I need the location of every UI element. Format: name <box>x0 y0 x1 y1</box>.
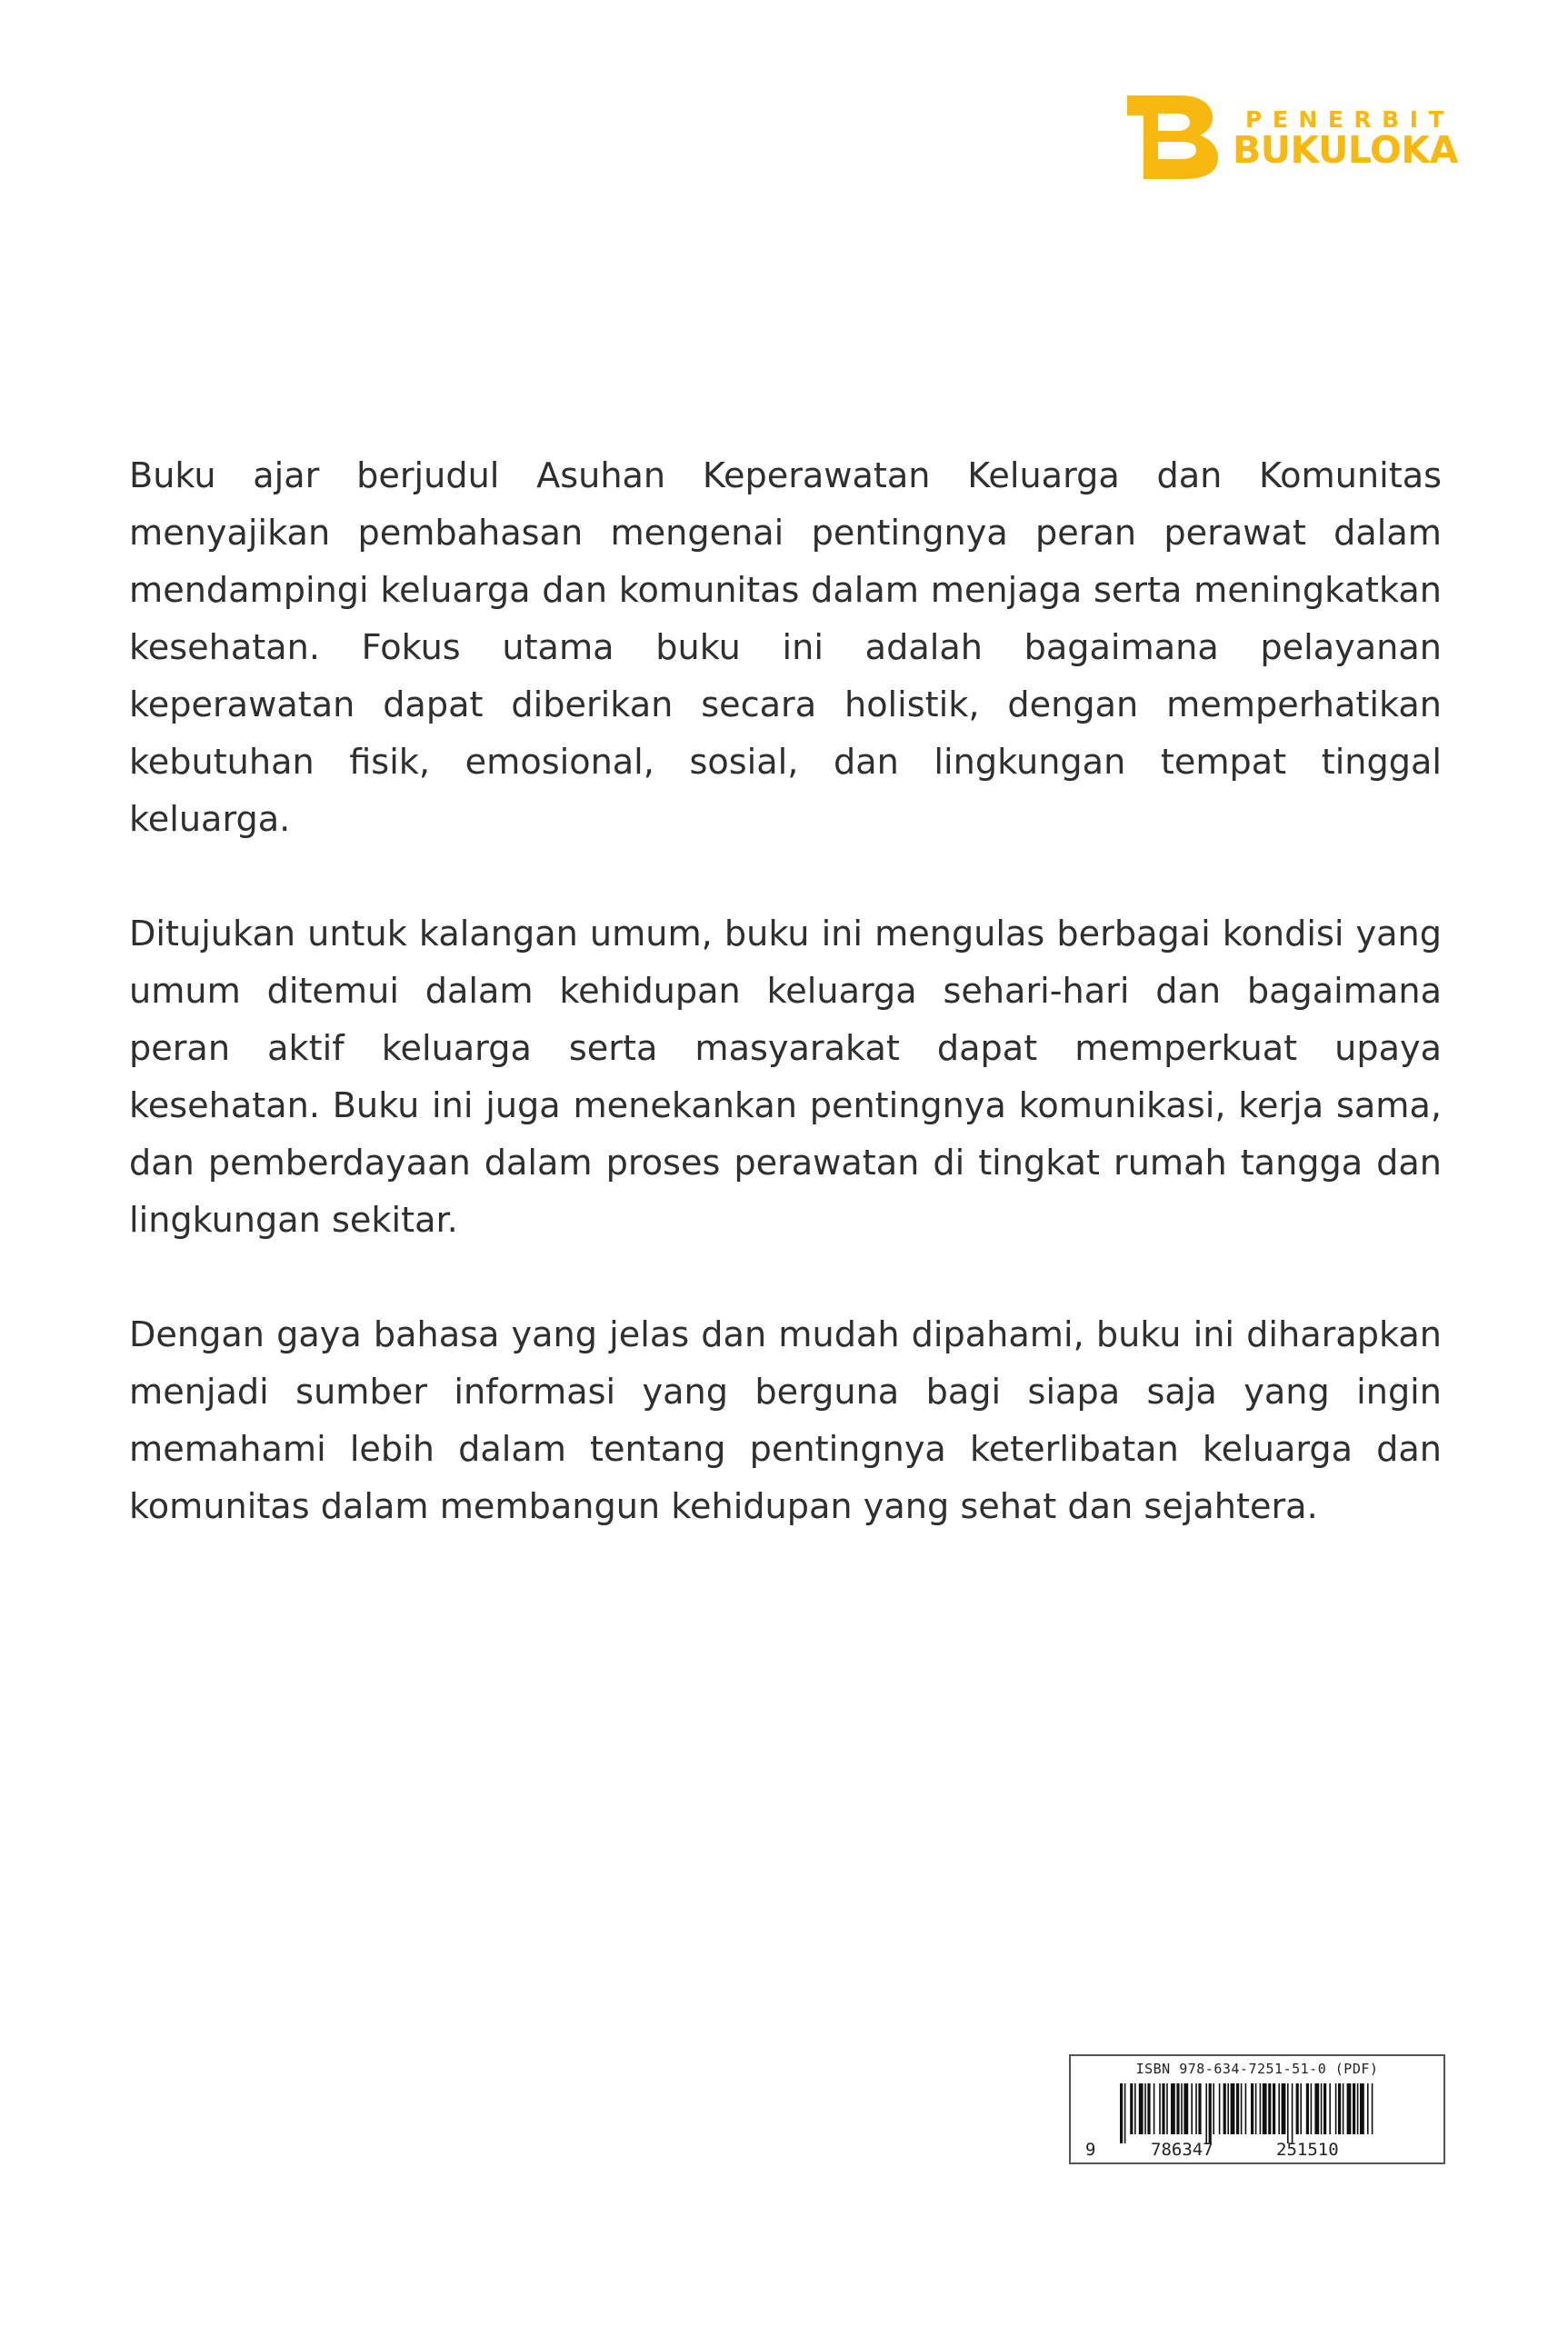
barcode-bar <box>1255 2083 1257 2134</box>
barcode-bar <box>1321 2083 1323 2134</box>
barcode-bar <box>1120 2083 1123 2143</box>
barcode-bar <box>1205 2083 1207 2143</box>
book-description <box>129 448 1442 1593</box>
barcode-bar <box>1282 2083 1286 2134</box>
barcode-bar <box>1323 2083 1326 2134</box>
barcode-bar <box>1353 2083 1355 2134</box>
barcode-bar <box>1236 2083 1239 2134</box>
barcode-bar <box>1213 2083 1214 2134</box>
barcode-bar <box>1306 2083 1309 2134</box>
barcode-bar <box>1329 2083 1331 2134</box>
barcode-bar <box>1335 2083 1337 2134</box>
barcode-bar <box>1227 2083 1229 2134</box>
barcode-bar <box>1251 2083 1253 2134</box>
barcode-bar <box>1154 2083 1155 2134</box>
barcode-bar <box>1171 2083 1175 2134</box>
description-paragraph-3: Dengan gaya bahasa yang jelas dan mudah dipahami, buku ini diharapkan menjadi sumber informasi yang berguna bagi siapa saja yang ingin memahami lebih dalam tentang pentingnya keterlibatan keluarga dan komunitas dalam membangun kehidupan yang sehat dan sejahtera. <box>129 1315 1442 1527</box>
barcode-first-digit: 9 <box>1085 2140 1096 2160</box>
barcode-bar <box>1360 2083 1364 2134</box>
barcode-bar <box>1300 2083 1302 2134</box>
barcode-bar <box>1219 2083 1221 2134</box>
barcode-bar <box>1292 2083 1293 2143</box>
barcode-bar <box>1245 2083 1247 2134</box>
barcode-bar <box>1338 2083 1341 2134</box>
logo-b-icon <box>1127 95 1218 179</box>
barcode-bar <box>1130 2083 1133 2134</box>
barcode-bar <box>1176 2083 1179 2134</box>
publisher-logo <box>1127 95 1458 179</box>
barcode-bar <box>1347 2083 1352 2134</box>
barcode-bar <box>1124 2083 1126 2143</box>
description-paragraph-1: Buku ajar berjudul Asuhan Keperawatan Keluarga dan Komunitas menyajikan pembahasan mengenai pentingnya peran perawat dalam mendampingi keluarga dan komunitas dalam menjaga serta meningkatkan kesehatan. Fokus utama buku ini adalah bagaimana pelayanan keperawatan dapat diberikan secara holistik, dengan memperhatikan kebutuhan fisik, emosional, sosial, dan lingkungan tempat tinggal keluarga. <box>129 456 1442 840</box>
barcode-bar <box>1311 2083 1313 2134</box>
barcode-bar <box>1191 2083 1193 2134</box>
barcode-bar <box>1209 2083 1212 2143</box>
barcode-bar <box>1287 2083 1289 2143</box>
barcode-bar <box>1372 2083 1373 2134</box>
barcode-left-group: 786347 <box>1151 2140 1213 2160</box>
barcode-bar <box>1263 2083 1267 2134</box>
barcode-bar <box>1195 2083 1197 2134</box>
barcode-bar <box>1223 2083 1226 2134</box>
barcode-bar <box>1268 2083 1271 2134</box>
barcode-bar <box>1314 2083 1319 2134</box>
barcode-right-group: 251510 <box>1276 2140 1339 2160</box>
barcode-bar <box>1357 2083 1359 2134</box>
isbn-barcode <box>1069 2054 1445 2164</box>
barcode-bar <box>1162 2083 1164 2134</box>
barcode-bar <box>1139 2083 1144 2134</box>
barcode-bar <box>1241 2083 1243 2134</box>
barcode-bar <box>1273 2083 1275 2134</box>
barcode-bar <box>1260 2083 1262 2134</box>
isbn-label: ISBN 978-634-7251-51-0 (PDF) <box>1135 2061 1379 2077</box>
barcode-bars <box>1071 2056 1443 2162</box>
barcode-bar <box>1159 2083 1161 2134</box>
barcode-bar <box>1231 2083 1235 2134</box>
barcode-bar <box>1134 2083 1136 2134</box>
barcode-bar <box>1147 2083 1150 2134</box>
barcode-bar <box>1166 2083 1168 2134</box>
barcode-bar <box>1367 2083 1369 2134</box>
barcode-bar <box>1144 2083 1146 2134</box>
barcode-bar <box>1198 2083 1201 2134</box>
description-paragraph-2: Ditujukan untuk kalangan umum, buku ini mengulas berbagai kondisi yang umum ditemui dalam kehidupan keluarga sehari-hari dan bagaimana peran aktif keluarga serta masyarakat dapat memperkuat upaya kesehatan. Buku ini juga menekankan pentingnya komunikasi, kerja sama, dan pemberdayaan dalam proses perawatan di tingkat rumah tangga dan lingkungan sekitar. <box>129 914 1442 1241</box>
barcode-bar <box>1278 2083 1280 2134</box>
barcode-bar <box>1296 2083 1299 2134</box>
publisher-name: BUKULOKA <box>1233 128 1458 172</box>
barcode-bar <box>1181 2083 1183 2134</box>
publisher-label: PENERBIT <box>1245 106 1455 133</box>
barcode-bar <box>1343 2083 1344 2134</box>
barcode-bar <box>1183 2083 1188 2134</box>
